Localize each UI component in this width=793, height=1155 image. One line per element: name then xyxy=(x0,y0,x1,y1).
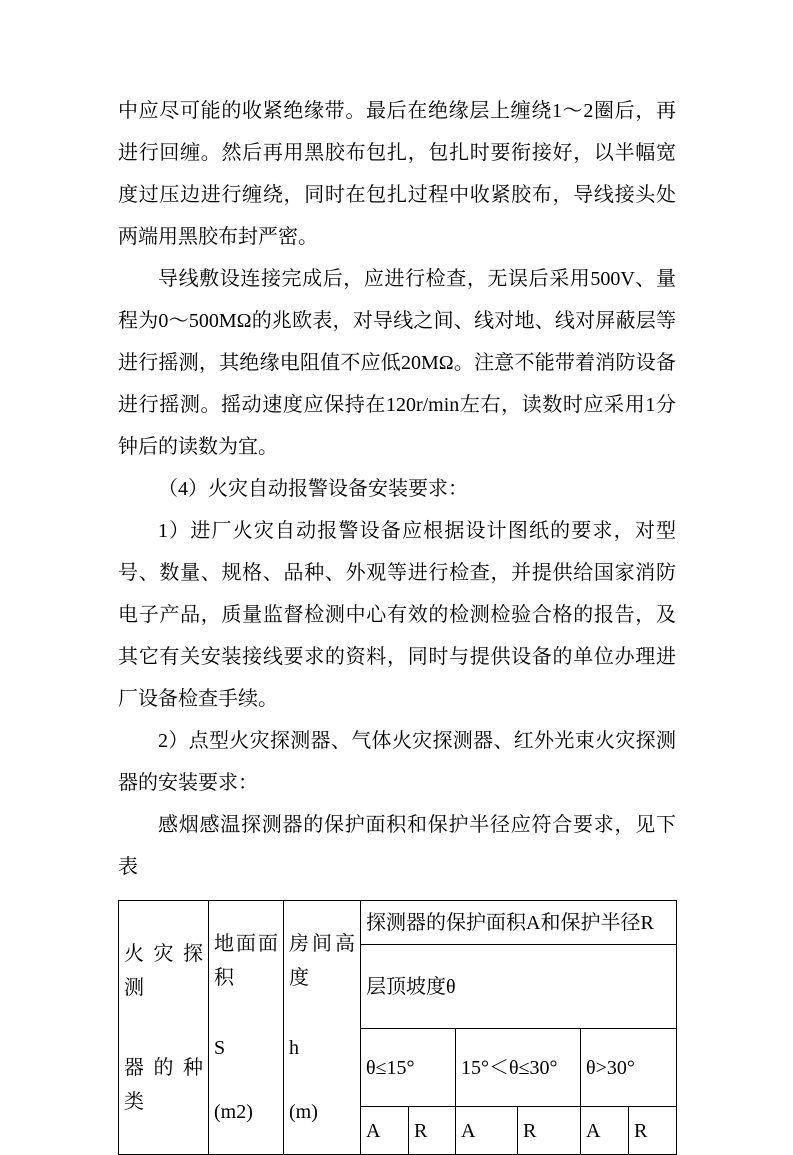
floor-area-line: 积 xyxy=(214,966,234,989)
paragraph-insulation-wrap: 中应尽可能的收紧绝缘带。最后在绝缘层上缠绕1～2圈后，再进行回缠。然后再用黑胶布包扎，包扎时要衔接好，以半幅宽度过压边进行缠绕，同时在包扎过程中收紧胶布，导线接头处两端用黑胶布封严密。 xyxy=(118,100,676,248)
cell-spacer xyxy=(214,995,278,1031)
room-height-line: 度 xyxy=(289,966,309,989)
floor-area-line: (m2) xyxy=(214,1100,253,1123)
paragraph-detector-types: 2）点型火灾探测器、气体火灾探测器、红外光束火灾探测器的安装要求： xyxy=(118,730,676,794)
page-content xyxy=(118,90,676,1155)
radius-label-cell: R xyxy=(518,1107,581,1155)
roof-slope-header-cell: 层顶坡度θ xyxy=(361,945,677,1029)
cell-spacer xyxy=(214,1065,278,1095)
area-label-cell: A xyxy=(581,1107,629,1155)
cell-spacer xyxy=(289,995,355,1031)
floor-area-cell xyxy=(209,901,284,1155)
protection-header-cell: 探测器的保护面积A和保护半径R xyxy=(361,901,677,945)
paragraph-heading-install-requirements: （4）火灾自动报警设备安装要求： xyxy=(158,478,468,500)
room-height-cell xyxy=(284,901,361,1155)
detector-type-line: 器的种类 xyxy=(124,1056,203,1113)
radius-label-cell: R xyxy=(409,1107,456,1155)
slope-range-cell: θ>30° xyxy=(581,1029,677,1107)
room-height-line: h xyxy=(289,1036,299,1059)
slope-range-cell: 15°＜θ≤30° xyxy=(456,1029,581,1107)
detector-type-cell xyxy=(119,901,209,1155)
paragraph-table-intro: 感烟感温探测器的保护面积和保护半径应符合要求，见下表 xyxy=(118,814,676,878)
cell-spacer xyxy=(289,1065,355,1095)
paragraph-wire-test: 导线敷设连接完成后，应进行检查，无误后采用500V、量程为0～500MΩ的兆欧表，对导线之间、线对地、线对屏蔽层等进行摇测，其绝缘电阻值不应低20MΩ。注意不能带着消防设备进行摇测。摇动速度应保持在120r/min左右，读数时应采用1分钟后的读数为宜。 xyxy=(118,268,676,458)
floor-area-line: 地面面 xyxy=(214,932,278,955)
area-label-cell: A xyxy=(361,1107,409,1155)
room-height-line: 房间高 xyxy=(289,932,355,955)
slope-range-cell: θ≤15° xyxy=(361,1029,456,1107)
floor-area-line: S xyxy=(214,1036,226,1059)
paragraph-equipment-inspection: 1）进厂火灾自动报警设备应根据设计图纸的要求，对型号、数量、规格、品种、外观等进行检查，并提供给国家消防电子产品，质量监督检测中心有效的检测检验合格的报告，及其它有关安装接线要求的资料，同时与提供设备的单位办理进厂设备检查手续。 xyxy=(118,520,676,710)
room-height-line: (m) xyxy=(289,1100,318,1123)
detector-type-line: 火灾探测 xyxy=(124,942,203,999)
radius-label-cell: R xyxy=(629,1107,677,1155)
detector-protection-table xyxy=(118,900,677,1155)
area-label-cell: A xyxy=(456,1107,518,1155)
cell-spacer xyxy=(124,1005,203,1051)
